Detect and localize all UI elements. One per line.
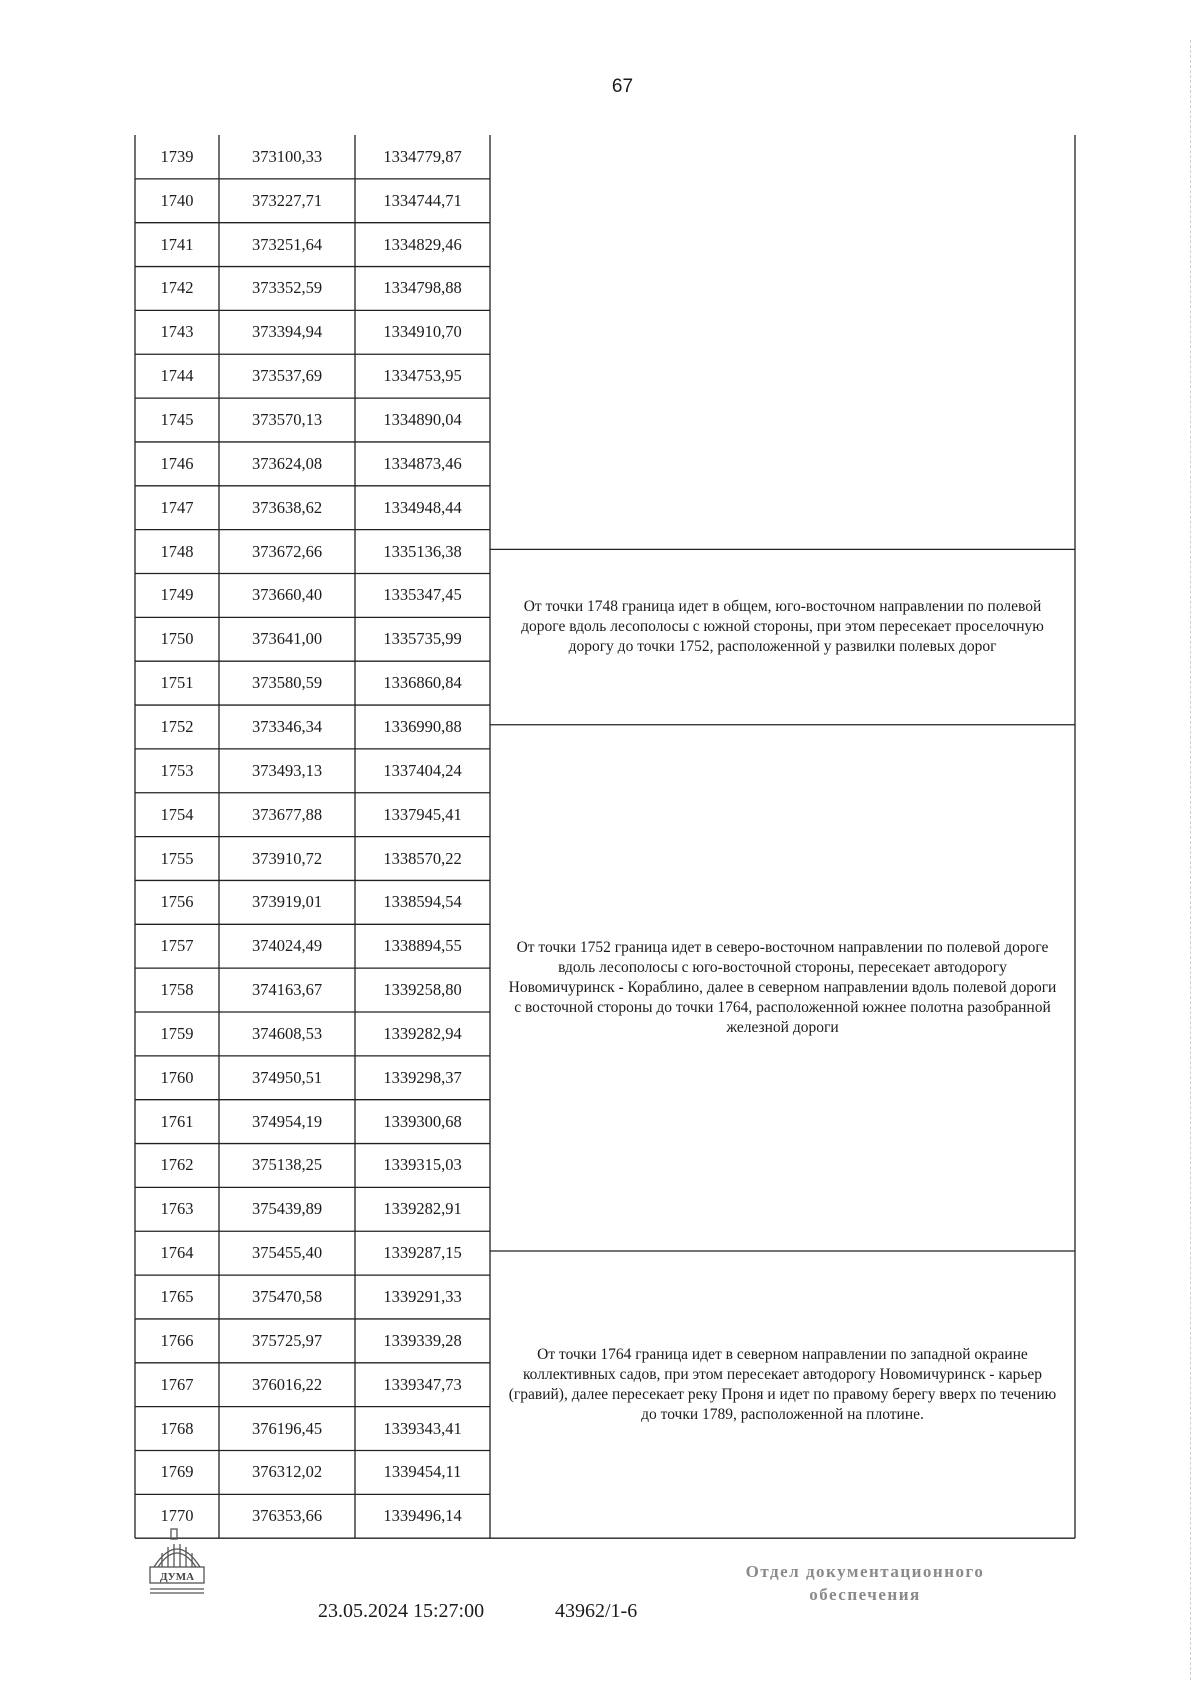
y-coordinate-cell: 1337945,41	[383, 804, 462, 824]
x-coordinate-cell: 376196,45	[251, 1418, 323, 1438]
y-coordinate-cell: 1339454,11	[383, 1462, 462, 1482]
x-coordinate-cell: 374950,51	[251, 1067, 323, 1087]
y-coordinate-cell: 1339347,73	[383, 1374, 462, 1394]
x-coordinate-cell: 373537,69	[251, 366, 323, 386]
point-number-cell: 1764	[160, 1243, 194, 1263]
page-number: 67	[611, 76, 634, 97]
point-number-cell: 1753	[160, 760, 194, 780]
point-number-cell: 1757	[160, 936, 194, 956]
x-coordinate-cell: 373660,40	[251, 585, 323, 605]
stamp-line-2: обеспечения	[809, 1585, 921, 1604]
x-coordinate-cell: 375138,25	[251, 1155, 323, 1175]
point-number-cell: 1750	[160, 629, 194, 649]
x-coordinate-cell: 374608,53	[251, 1023, 323, 1043]
y-coordinate-cell: 1334744,71	[383, 190, 462, 210]
x-coordinate-cell: 373580,59	[251, 673, 323, 693]
y-coordinate-cell: 1339300,68	[383, 1111, 462, 1131]
point-number-cell: 1762	[160, 1155, 194, 1175]
y-coordinate-cell: 1336990,88	[383, 716, 462, 736]
point-number-cell: 1761	[160, 1111, 194, 1131]
x-coordinate-cell: 373677,88	[251, 804, 323, 824]
point-number-cell: 1741	[160, 234, 194, 254]
point-number-cell: 1768	[160, 1418, 194, 1438]
logo-text: ДУМА	[159, 1571, 195, 1583]
y-coordinate-cell: 1339291,33	[383, 1287, 462, 1307]
y-coordinate-cell: 1339282,91	[383, 1199, 462, 1219]
department-stamp	[700, 1560, 1030, 1606]
boundary-description-2: От точки 1752 граница идет в северо-восточном направлении по полевой дороге вдоль лесополосы с юго-восточной стороны, пересекает автодорогу Новомичуринск - Кораблино, далее в северном направлении вдоль полевой дороги с восточной стороны до точки 1764, расположенной южнее полотна разобранной железной дороги	[508, 938, 1057, 1036]
point-number-cell: 1767	[160, 1374, 194, 1394]
y-coordinate-cell: 1339315,03	[383, 1155, 462, 1175]
x-coordinate-cell: 374163,67	[251, 980, 323, 1000]
x-coordinate-cell: 373227,71	[251, 190, 323, 210]
x-coordinate-cell: 373346,34	[251, 716, 323, 736]
y-coordinate-cell: 1334753,95	[383, 366, 462, 386]
y-coordinate-cell: 1338894,55	[383, 936, 462, 956]
x-coordinate-cell: 373100,33	[251, 146, 323, 166]
y-coordinate-cell: 1339258,80	[383, 980, 462, 1000]
x-coordinate-cell: 376353,66	[251, 1506, 323, 1526]
point-number-cell: 1755	[160, 848, 194, 868]
y-coordinate-cell: 1334890,04	[383, 410, 462, 430]
point-number-cell: 1742	[160, 278, 194, 298]
y-coordinate-cell: 1334910,70	[383, 322, 462, 342]
x-coordinate-cell: 375725,97	[251, 1330, 323, 1350]
boundary-description-3: От точки 1764 граница идет в северном направлении по западной окраине коллективных садов, при этом пересекает автодорогу Новомичуринск - карьер (гравий), далее пересекает реку Проня и идет по правому берегу вверх по течению до точки 1789, расположенной на плотине.	[508, 1345, 1057, 1423]
y-coordinate-cell: 1334829,46	[383, 234, 462, 254]
point-number-cell: 1763	[160, 1199, 194, 1219]
point-number-cell: 1765	[160, 1287, 194, 1307]
point-number-cell: 1739	[160, 146, 194, 166]
x-coordinate-cell: 373251,64	[251, 234, 323, 254]
point-number-cell: 1759	[160, 1023, 194, 1043]
footer-datetime: 23.05.2024 15:27:00	[318, 1600, 485, 1622]
point-number-cell: 1770	[160, 1506, 194, 1526]
point-number-cell: 1744	[160, 366, 194, 386]
x-coordinate-cell: 373919,01	[251, 892, 323, 912]
point-number-cell: 1749	[160, 585, 194, 605]
y-coordinate-cell: 1339287,15	[383, 1243, 462, 1263]
x-coordinate-cell: 373910,72	[251, 848, 323, 868]
x-coordinate-cell: 375455,40	[251, 1243, 323, 1263]
x-coordinate-cell: 376312,02	[251, 1462, 323, 1482]
point-number-cell: 1756	[160, 892, 194, 912]
point-number-cell: 1745	[160, 410, 194, 430]
y-coordinate-cell: 1334948,44	[383, 497, 462, 517]
point-number-cell: 1748	[160, 541, 194, 561]
duma-logo	[148, 1527, 206, 1597]
y-coordinate-cell: 1336860,84	[383, 673, 462, 693]
y-coordinate-cell: 1338570,22	[383, 848, 462, 868]
x-coordinate-cell: 373641,00	[251, 629, 323, 649]
x-coordinate-cell: 374954,19	[251, 1111, 323, 1131]
point-number-cell: 1766	[160, 1330, 194, 1350]
point-number-cell: 1752	[160, 716, 194, 736]
point-number-cell: 1743	[160, 322, 194, 342]
y-coordinate-cell: 1335347,45	[383, 585, 462, 605]
footer-doc-number: 43962/1-6	[555, 1600, 638, 1622]
y-coordinate-cell: 1339496,14	[383, 1506, 462, 1526]
y-coordinate-cell: 1338594,54	[383, 892, 462, 912]
x-coordinate-cell: 373493,13	[251, 760, 323, 780]
y-coordinate-cell: 1337404,24	[383, 760, 462, 780]
point-number-cell: 1747	[160, 497, 194, 517]
x-coordinate-cell: 373624,08	[251, 453, 323, 473]
point-number-cell: 1746	[160, 453, 194, 473]
y-coordinate-cell: 1339343,41	[383, 1418, 462, 1438]
y-coordinate-cell: 1339282,94	[383, 1023, 462, 1043]
y-coordinate-cell: 1334798,88	[383, 278, 462, 298]
point-number-cell: 1769	[160, 1462, 194, 1482]
x-coordinate-cell: 373638,62	[251, 497, 323, 517]
x-coordinate-cell: 375470,58	[251, 1287, 323, 1307]
y-coordinate-cell: 1339298,37	[383, 1067, 462, 1087]
y-coordinate-cell: 1335735,99	[383, 629, 462, 649]
x-coordinate-cell: 374024,49	[251, 936, 323, 956]
point-number-cell: 1760	[160, 1067, 194, 1087]
y-coordinate-cell: 1335136,38	[383, 541, 462, 561]
point-number-cell: 1751	[160, 673, 194, 693]
point-number-cell: 1740	[160, 190, 194, 210]
boundary-description-1: От точки 1748 граница идет в общем, юго-восточном направлении по полевой дороге вдоль лесополосы с южной стороны, при этом пересекает проселочную дорогу до точки 1752, расположенной у развилки полевых дорог	[521, 598, 1044, 656]
y-coordinate-cell: 1334779,87	[383, 146, 462, 166]
x-coordinate-cell: 373672,66	[251, 541, 323, 561]
x-coordinate-cell: 375439,89	[251, 1199, 323, 1219]
y-coordinate-cell: 1334873,46	[383, 453, 462, 473]
x-coordinate-cell: 373352,59	[251, 278, 323, 298]
x-coordinate-cell: 376016,22	[251, 1374, 323, 1394]
x-coordinate-cell: 373570,13	[251, 410, 323, 430]
y-coordinate-cell: 1339339,28	[383, 1330, 462, 1350]
point-number-cell: 1758	[160, 980, 194, 1000]
point-number-cell: 1754	[160, 804, 194, 824]
x-coordinate-cell: 373394,94	[251, 322, 323, 342]
stamp-line-1: Отдел документационного	[745, 1562, 985, 1581]
